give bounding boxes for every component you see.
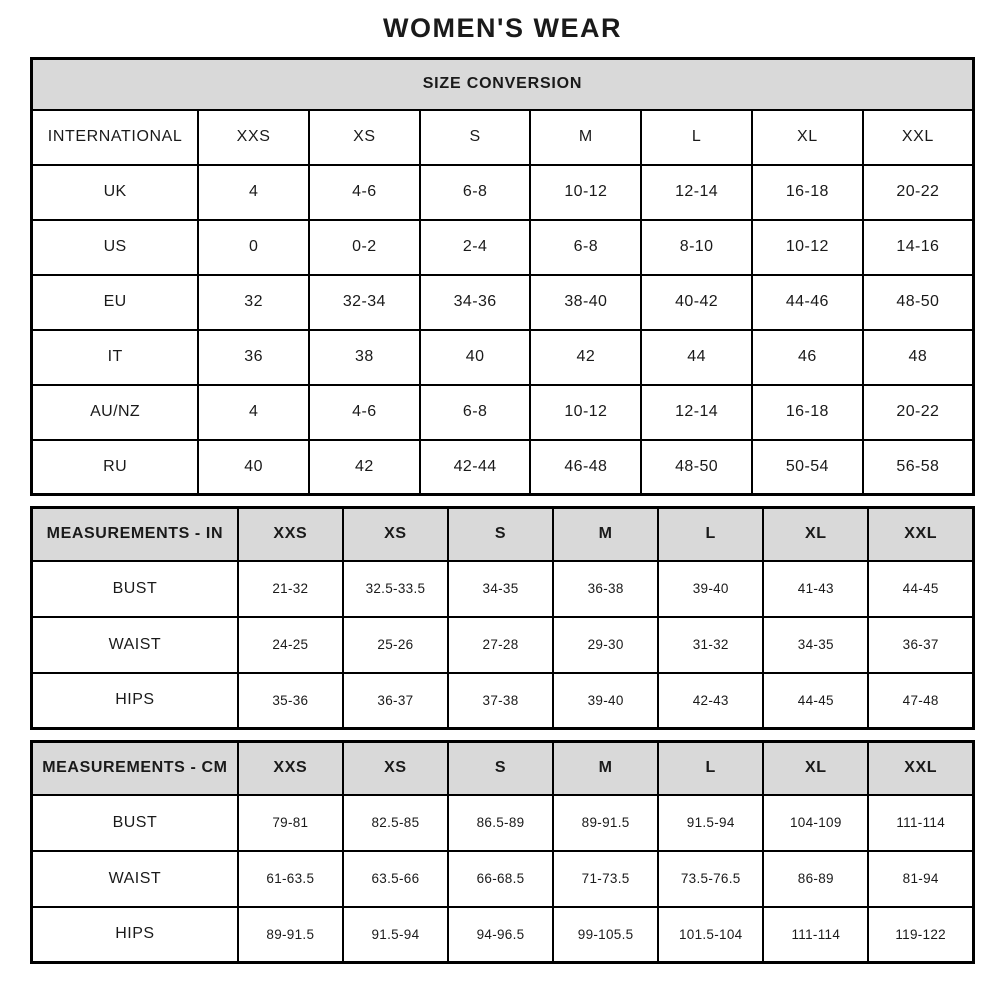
value-cell: 73.5-76.5 — [658, 851, 763, 907]
row-label: EU — [32, 275, 199, 330]
value-cell: 89-91.5 — [553, 795, 658, 851]
table-gap — [30, 496, 975, 506]
column-header: S — [448, 508, 553, 561]
value-cell: 4 — [198, 385, 309, 440]
value-cell: 44-46 — [752, 275, 863, 330]
table-row — [32, 275, 974, 330]
value-cell: 111-114 — [763, 907, 868, 963]
value-cell: 111-114 — [868, 795, 973, 851]
value-cell: 46-48 — [530, 440, 641, 495]
table-row — [32, 385, 974, 440]
value-cell: 44 — [641, 330, 752, 385]
measurements-in-table — [30, 506, 975, 730]
value-cell: 86-89 — [763, 851, 868, 907]
value-cell: 10-12 — [530, 165, 641, 220]
value-cell: 34-36 — [420, 275, 531, 330]
column-header: XL — [763, 508, 868, 561]
column-header: INTERNATIONAL — [32, 110, 199, 165]
row-label: HIPS — [32, 907, 238, 963]
table-row — [32, 330, 974, 385]
row-label: US — [32, 220, 199, 275]
value-cell: 8-10 — [641, 220, 752, 275]
column-header: M — [553, 742, 658, 795]
value-cell: 119-122 — [868, 907, 973, 963]
row-label: UK — [32, 165, 199, 220]
value-cell: 14-16 — [863, 220, 974, 275]
row-label: WAIST — [32, 617, 238, 673]
value-cell: 66-68.5 — [448, 851, 553, 907]
value-cell: 36-37 — [868, 617, 973, 673]
column-header: XS — [343, 742, 448, 795]
value-cell: 32.5-33.5 — [343, 561, 448, 617]
value-cell: 40 — [198, 440, 309, 495]
column-header: MEASUREMENTS - IN — [32, 508, 238, 561]
value-cell: 32 — [198, 275, 309, 330]
size-conversion-banner: SIZE CONVERSION — [32, 59, 974, 110]
column-header: XXS — [238, 742, 343, 795]
column-header: XL — [763, 742, 868, 795]
value-cell: 89-91.5 — [238, 907, 343, 963]
value-cell: 47-48 — [868, 673, 973, 729]
value-cell: 61-63.5 — [238, 851, 343, 907]
value-cell: 4-6 — [309, 165, 420, 220]
value-cell: 37-38 — [448, 673, 553, 729]
column-header: M — [530, 110, 641, 165]
value-cell: 99-105.5 — [553, 907, 658, 963]
value-cell: 42-43 — [658, 673, 763, 729]
row-label: IT — [32, 330, 199, 385]
value-cell: 16-18 — [752, 385, 863, 440]
table-row — [32, 561, 974, 617]
value-cell: 40 — [420, 330, 531, 385]
value-cell: 4-6 — [309, 385, 420, 440]
table-row — [32, 851, 974, 907]
value-cell: 44-45 — [763, 673, 868, 729]
value-cell: 36-37 — [343, 673, 448, 729]
size-conversion-table — [30, 57, 975, 496]
size-conversion-body — [32, 165, 974, 495]
value-cell: 10-12 — [530, 385, 641, 440]
row-label: AU/NZ — [32, 385, 199, 440]
value-cell: 34-35 — [448, 561, 553, 617]
column-header: XXS — [198, 110, 309, 165]
column-header: XXL — [863, 110, 974, 165]
page-title: WOMEN'S WEAR — [383, 13, 622, 43]
table-row — [32, 673, 974, 729]
value-cell: 25-26 — [343, 617, 448, 673]
value-cell: 39-40 — [658, 561, 763, 617]
row-label: HIPS — [32, 673, 238, 729]
column-header: L — [641, 110, 752, 165]
value-cell: 48-50 — [641, 440, 752, 495]
table-row — [32, 440, 974, 495]
value-cell: 12-14 — [641, 385, 752, 440]
size-conversion-header-row — [32, 110, 974, 165]
value-cell: 41-43 — [763, 561, 868, 617]
value-cell: 42-44 — [420, 440, 531, 495]
table-row — [32, 795, 974, 851]
column-header: XXL — [868, 742, 973, 795]
column-header: L — [658, 508, 763, 561]
value-cell: 104-109 — [763, 795, 868, 851]
value-cell: 48-50 — [863, 275, 974, 330]
value-cell: 63.5-66 — [343, 851, 448, 907]
column-header: XS — [309, 110, 420, 165]
value-cell: 81-94 — [868, 851, 973, 907]
row-label: BUST — [32, 795, 238, 851]
column-header: XXS — [238, 508, 343, 561]
value-cell: 6-8 — [530, 220, 641, 275]
value-cell: 6-8 — [420, 385, 531, 440]
value-cell: 44-45 — [868, 561, 973, 617]
value-cell: 12-14 — [641, 165, 752, 220]
table-gap — [30, 730, 975, 740]
value-cell: 91.5-94 — [658, 795, 763, 851]
value-cell: 82.5-85 — [343, 795, 448, 851]
table-row — [32, 220, 974, 275]
column-header: MEASUREMENTS - CM — [32, 742, 238, 795]
measurements-in-header-row — [32, 508, 974, 561]
column-header: S — [420, 110, 531, 165]
value-cell: 24-25 — [238, 617, 343, 673]
value-cell: 91.5-94 — [343, 907, 448, 963]
value-cell: 31-32 — [658, 617, 763, 673]
value-cell: 21-32 — [238, 561, 343, 617]
measurements-in-body — [32, 561, 974, 729]
value-cell: 86.5-89 — [448, 795, 553, 851]
value-cell: 42 — [530, 330, 641, 385]
value-cell: 36-38 — [553, 561, 658, 617]
table-row — [32, 617, 974, 673]
value-cell: 46 — [752, 330, 863, 385]
column-header: XXL — [868, 508, 973, 561]
value-cell: 42 — [309, 440, 420, 495]
value-cell: 6-8 — [420, 165, 531, 220]
value-cell: 27-28 — [448, 617, 553, 673]
value-cell: 34-35 — [763, 617, 868, 673]
value-cell: 20-22 — [863, 385, 974, 440]
table-row — [32, 907, 974, 963]
value-cell: 2-4 — [420, 220, 531, 275]
value-cell: 48 — [863, 330, 974, 385]
row-label: RU — [32, 440, 199, 495]
column-header: L — [658, 742, 763, 795]
value-cell: 10-12 — [752, 220, 863, 275]
value-cell: 4 — [198, 165, 309, 220]
measurements-cm-table — [30, 740, 975, 964]
value-cell: 0-2 — [309, 220, 420, 275]
measurements-cm-body — [32, 795, 974, 963]
value-cell: 56-58 — [863, 440, 974, 495]
value-cell: 38 — [309, 330, 420, 385]
value-cell: 50-54 — [752, 440, 863, 495]
column-header: M — [553, 508, 658, 561]
column-header: S — [448, 742, 553, 795]
value-cell: 40-42 — [641, 275, 752, 330]
value-cell: 36 — [198, 330, 309, 385]
row-label: BUST — [32, 561, 238, 617]
value-cell: 20-22 — [863, 165, 974, 220]
size-conversion-banner-row — [32, 59, 974, 110]
value-cell: 94-96.5 — [448, 907, 553, 963]
table-row — [32, 165, 974, 220]
value-cell: 32-34 — [309, 275, 420, 330]
value-cell: 16-18 — [752, 165, 863, 220]
value-cell: 79-81 — [238, 795, 343, 851]
value-cell: 0 — [198, 220, 309, 275]
row-label: WAIST — [32, 851, 238, 907]
value-cell: 38-40 — [530, 275, 641, 330]
column-header: XS — [343, 508, 448, 561]
column-header: XL — [752, 110, 863, 165]
value-cell: 39-40 — [553, 673, 658, 729]
value-cell: 35-36 — [238, 673, 343, 729]
value-cell: 29-30 — [553, 617, 658, 673]
measurements-cm-header-row — [32, 742, 974, 795]
value-cell: 71-73.5 — [553, 851, 658, 907]
value-cell: 101.5-104 — [658, 907, 763, 963]
